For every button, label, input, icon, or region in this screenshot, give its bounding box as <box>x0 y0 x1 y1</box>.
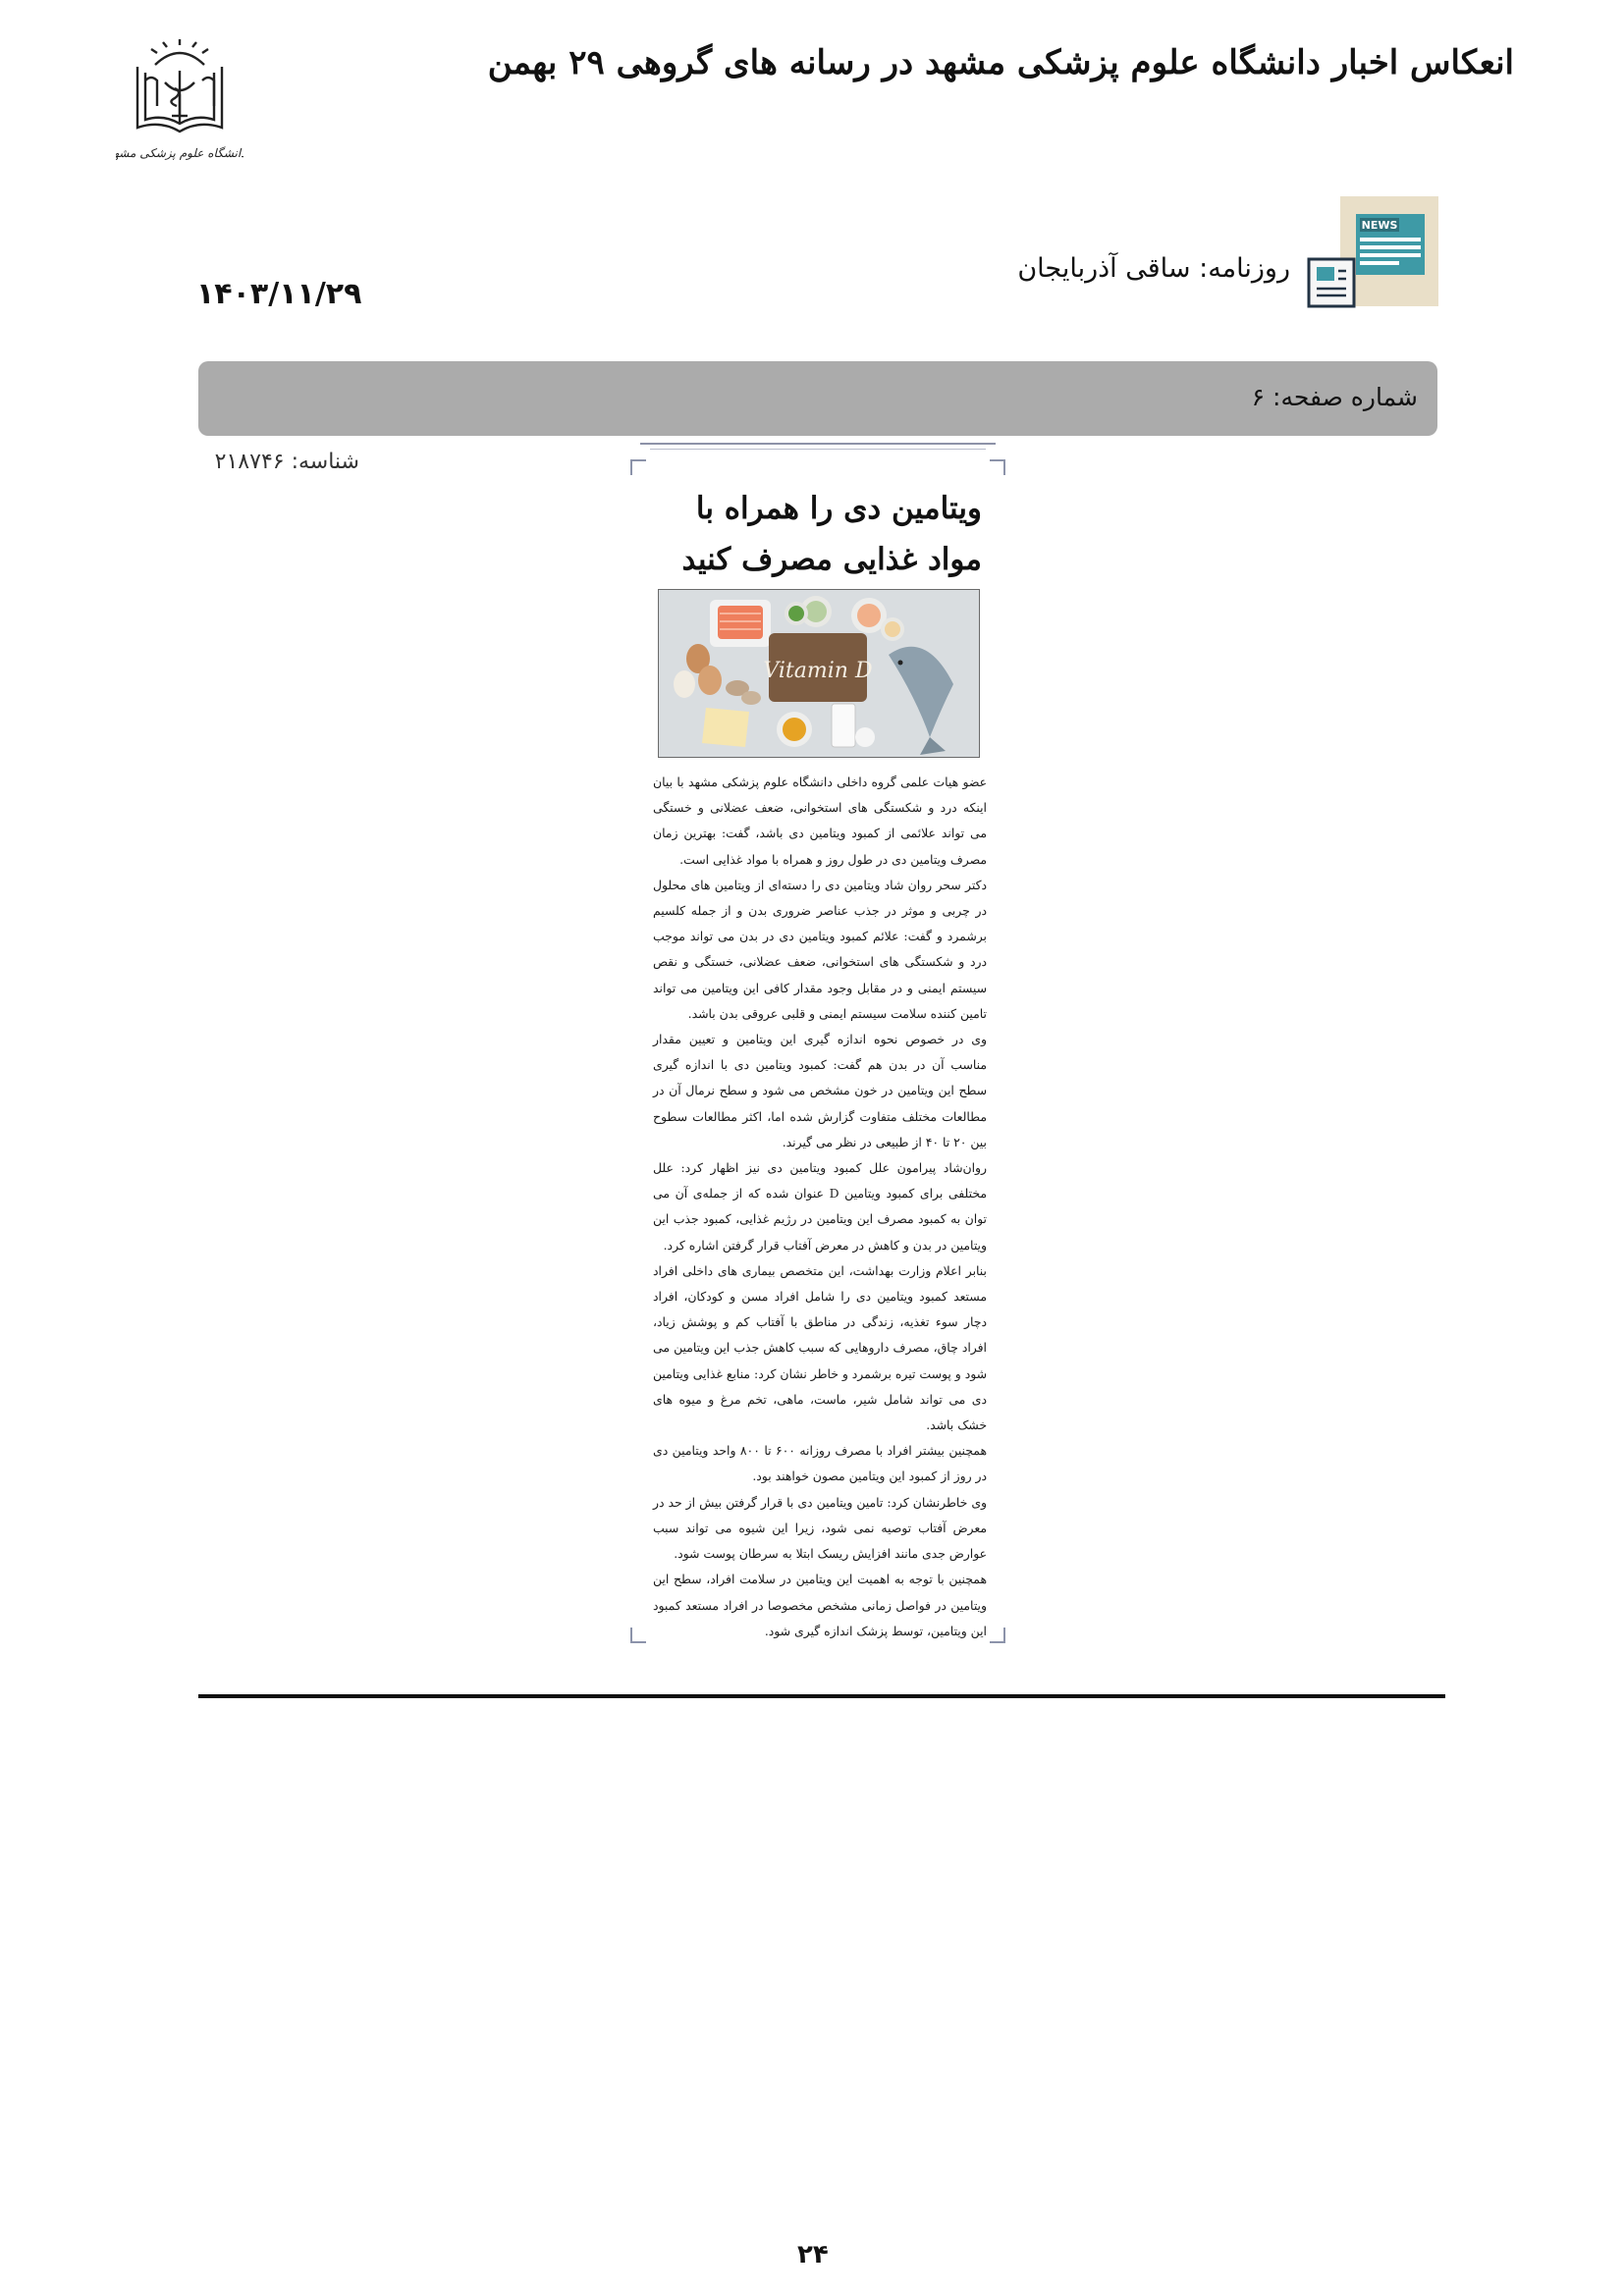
page-number-bar <box>198 361 1437 436</box>
article-paragraph: همچنین بیشتر افراد با مصرف روزانه ۶۰۰ تا ۸۰۰ واحد ویتامین دی در روز از کمبود این ویتامین مصون خواهند بود. <box>653 1443 987 1484</box>
news-icon <box>1307 196 1438 310</box>
article-paragraph: بنابر اعلام وزارت بهداشت، این متخصص بیماری های داخلی افراد مستعد کمبود ویتامین دی را شامل افراد مسن و کودکان، افراد دچار سوء تغذیه، زندگی در مناطق با آفتاب کم و پوشش زیاد، افراد چاق، مصرف داروهایی که سبب کاهش جذب این ویتامین می شود و پوست تیره برشمرد و خاطر نشان کرد: منابع غذایی ویتامین دی می تواند شامل شیر، ماست، ماهی، تخم مرغ و میوه های خشک باشد. <box>653 1262 987 1433</box>
page-title: انعکاس اخبار دانشگاه علوم پزشکی مشهد در رسانه های گروهی ۲۹ بهمن <box>487 43 1514 82</box>
newspaper-source <box>1017 253 1290 284</box>
article-paragraph: وی خاطرنشان کرد: تامین ویتامین دی با قرار گرفتن بیش از حد در معرض آفتاب توصیه نمی شود، زیرا این شیوه می تواند سبب عوارض جدی مانند افزایش ریسک ابتلا به سرطان پوست شود. <box>653 1494 987 1562</box>
article-photo <box>658 589 980 758</box>
svg-text:NEWS: NEWS <box>1361 219 1398 232</box>
article-paragraph: عضو هیات علمی گروه داخلی دانشگاه علوم پزشکی مشهد با بیان اینکه درد و شکستگی های استخوانی، ضعف عضلانی و خستگی می تواند علائمی از کمبود ویتامین دی باشد، گفت: بهترین زمان مصرف ویتامین دی در طول روز و همراه با مواد غذایی است. <box>653 774 987 867</box>
logo-caption: دانشگاه علوم پزشکی مشهد <box>116 146 244 160</box>
newspaper-label: روزنامه: <box>1199 253 1290 284</box>
frame-corner-ornament <box>990 1628 1005 1643</box>
frame-corner-ornament <box>990 459 1005 475</box>
article-body <box>653 770 987 1644</box>
identifier-label: شناسه: <box>291 450 359 474</box>
article-headline-line1: ویتامین دی را همراه با <box>695 491 982 526</box>
frame-corner-ornament <box>630 459 646 475</box>
frame-top-line-inner <box>650 449 986 450</box>
article-paragraph: وی در خصوص نحوه اندازه گیری این ویتامین و تعیین مقدار مناسب آن در بدن هم گفت: کمبود ویتامین دی با اندازه گیری سطح این ویتامین در خون مشخص می شود و سطح نرمال آن در مطالعات مختلف متفاوت گزارش شده اما، اکثر مطالعات سطوح بین ۲۰ تا ۴۰ از طبیعی در نظر می گیرند. <box>653 1032 987 1149</box>
newspaper-name: ساقی آذربایجان <box>1017 253 1191 284</box>
page-number-value: ۶ <box>1251 383 1266 411</box>
news-clipping <box>628 440 1007 1647</box>
article-paragraph: همچنین با توجه به اهمیت این ویتامین در سلامت افراد، سطح این ویتامین در فواصل زمانی مشخص مخصوصا در افراد مستعد کمبود این ویتامین، توسط پزشک اندازه گیری شود. <box>653 1572 987 1638</box>
identifier <box>215 450 359 474</box>
page-number-label: شماره صفحه: <box>1272 383 1418 411</box>
photo-caption: Vitamin D <box>763 659 873 683</box>
article-headline <box>638 483 982 585</box>
article-paragraph: روان‌شاد پیرامون علل کمبود ویتامین دی نیز اظهار کرد: علل مختلفی برای کمبود ویتامین D عنوان شده که از جمله‌ی آن می توان به کمبود مصرف این ویتامین در رژیم غذایی، کمبود جذب این ویتامین در بدن و کاهش در معرض آفتاب قرار گرفتن اشاره کرد. <box>653 1160 987 1253</box>
article-paragraph: دکتر سحر روان شاد ویتامین دی را دسته‌ای از ویتامین های محلول در چربی و موثر در جذب عناصر ضروری بدن و از جمله کلسیم برشمرد و گفت: علائم کمبود ویتامین دی در بدن می تواند موجب درد و شکستگی های استخوانی، ضعف عضلانی، خستگی و نقص سیستم ایمنی و در مقابل وجود مقدار کافی این ویتامین می تواند تامین کننده سلامت سیستم ایمنی و قلبی عروقی بدن باشد. <box>653 877 987 1021</box>
separator-line <box>198 1694 1445 1698</box>
frame-top-line <box>640 443 996 445</box>
page-number <box>1252 383 1418 411</box>
university-logo <box>116 37 244 167</box>
identifier-value: ۲۱۸۷۴۶ <box>214 450 285 474</box>
publication-date: ۱۴۰۳/۱۱/۲۹ <box>196 277 362 311</box>
footer-page-number: ۲۴ <box>797 2240 829 2269</box>
frame-corner-ornament <box>630 1628 646 1643</box>
article-headline-line2: مواد غذایی مصرف کنید <box>681 542 982 577</box>
